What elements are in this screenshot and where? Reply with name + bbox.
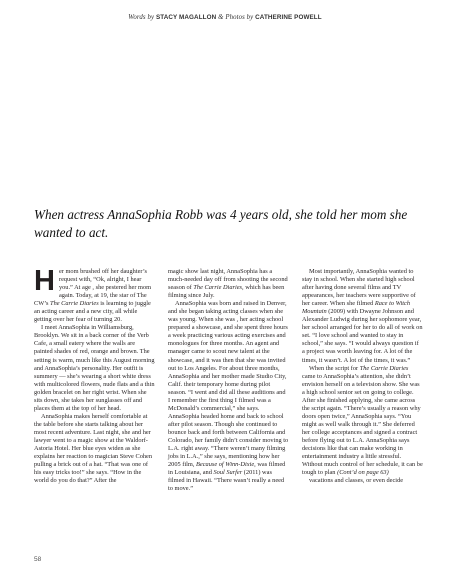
article-column-2: [168, 268, 289, 493]
article-paragraph: vacations and classes, or even decide: [309, 477, 404, 485]
italic-title: Because of Winn-Dixie: [196, 461, 255, 469]
photos-label: Photos by: [225, 14, 254, 21]
article-paragraph: er mom brushed off her daughter’s request with, “Ok, alright, I hear you.” At age , she pestered her mom again. Today, at 19, the star of The CW’s The Carrie Diaries is learning to juggle an acting career and a new city, all while getting over her fear of turning 20.: [34, 268, 152, 324]
page-number: 58: [34, 556, 42, 563]
article-paragraph: magic show last night, AnnaSophia has a much-needed day off from shooting the second season of The Carrie Diaries, which has been filming since July.: [168, 268, 288, 300]
article-paragraph: When the script for The Carrie Diaries came to AnnaSophia’s attention, she didn’t envision herself on a television show. She was a high school senior set on going to college. After she finished applying, she came across the script again. “There’s usually a reason why doors open twice,” AnnaSophia says. “You might as well walk through it.” She deferred her college acceptances and signed a contract before flying out to L.A. AnnaSophia says decisions like that can make working in entertainment industry a little stressful. Without much control of her schedule, it can be tough to plan (Cont’d on page 63): [302, 364, 423, 477]
author-name: STACY MAGALLON: [155, 14, 217, 21]
italic-title: (Cont’d on page 63): [337, 469, 389, 477]
italic-title: Race to Witch Mountain: [302, 300, 411, 316]
drop-cap: H: [34, 265, 55, 297]
italic-title: The Carrie Diaries: [193, 284, 243, 292]
pull-quote: When actress AnnaSophia Robb was 4 years old, she told her mom she wanted to act.: [34, 207, 408, 240]
column-1-text: [34, 265, 155, 485]
article-column-3: [302, 268, 423, 485]
article-paragraph: Most importantly, AnnaSophia wanted to stay in school. When she started high school after having done several films and TV appearances, her teachers were supportive of her career. When she filmed Race to Witch Mountain (2009) with Dwayne Johnson and Alexander Ludwig during her sophomore year, her school arranged for her to do all of work on set. “I love school and wanted to stay in school,” she says. “I would always question if a project was worth leaving for. A lot of the times, it wasn’t. A lot of the times, it was.”: [302, 268, 423, 364]
article-paragraph: AnnaSophia was born and raised in Denver, and she began taking acting classes when she was young. When she was , her acting school prepared a showcase, and she spent three hours a week practicing various acting exercises and monologues for three months. An agent and manager came to scout new talent at the showcase, and it was then that she was invited out to Los Angeles. For about three months, AnnaSophia and her mother made Studio City, Calif. their temporary home during pilot season. “I went and did all these auditions and I remember the first thing I filmed was a McDonald’s commercial,” she says. AnnaSophia headed home and back to school after pilot season. Though she continued to bounce back and forth between California and Colorado, her family didn’t consider moving to L.A. right away. “There weren’t many filming jobs in L.A.,” she says, mentioning how her 2005 film, Because of Winn-Dixie, was filmed in Louisiana, and Soul Surfer (2011) was filmed in Hawaii. “There wasn’t really a need to move.”: [168, 300, 289, 493]
byline-separator: &: [218, 14, 224, 21]
article-body: [34, 265, 426, 568]
italic-title: The Carrie Diaries: [50, 300, 99, 308]
byline: [0, 14, 450, 21]
photographer-name: CATHERINE POWELL: [255, 14, 322, 21]
italic-title: Soul Surfer: [213, 469, 243, 477]
article-paragraph: I meet AnnaSophia in Williamsburg, Brooklyn. We sit in a back corner of the Verb Cafe, a small eatery where the walls are painted shades of red, orange and brown. The setting is warm, much like this August morning and AnnaSophia’s personality. Her outfit is summery — she’s wearing a short white dress with multicolored flowers, nude flats and a thin golden bracelet on her right wrist. When she sits down, she takes her sunglasses off and places them at the top of her head.: [34, 324, 155, 412]
article-column-1: [34, 265, 155, 485]
article-paragraph: AnnaSophia makes herself comfortable at the table before she starts talking about her most recent adventure. Last night, she and her lawyer went to a magic show at the Waldorf-Astoria Hotel. Her blue eyes widen as she explains her reaction to magician Steve Cohen pulling a brick out of a hat. “That was one of his easy tricks too!” she says. “How in the world do you do that?” After the: [34, 412, 153, 485]
italic-title: The Carrie Diaries: [359, 364, 409, 372]
words-label: Words by: [128, 14, 155, 21]
